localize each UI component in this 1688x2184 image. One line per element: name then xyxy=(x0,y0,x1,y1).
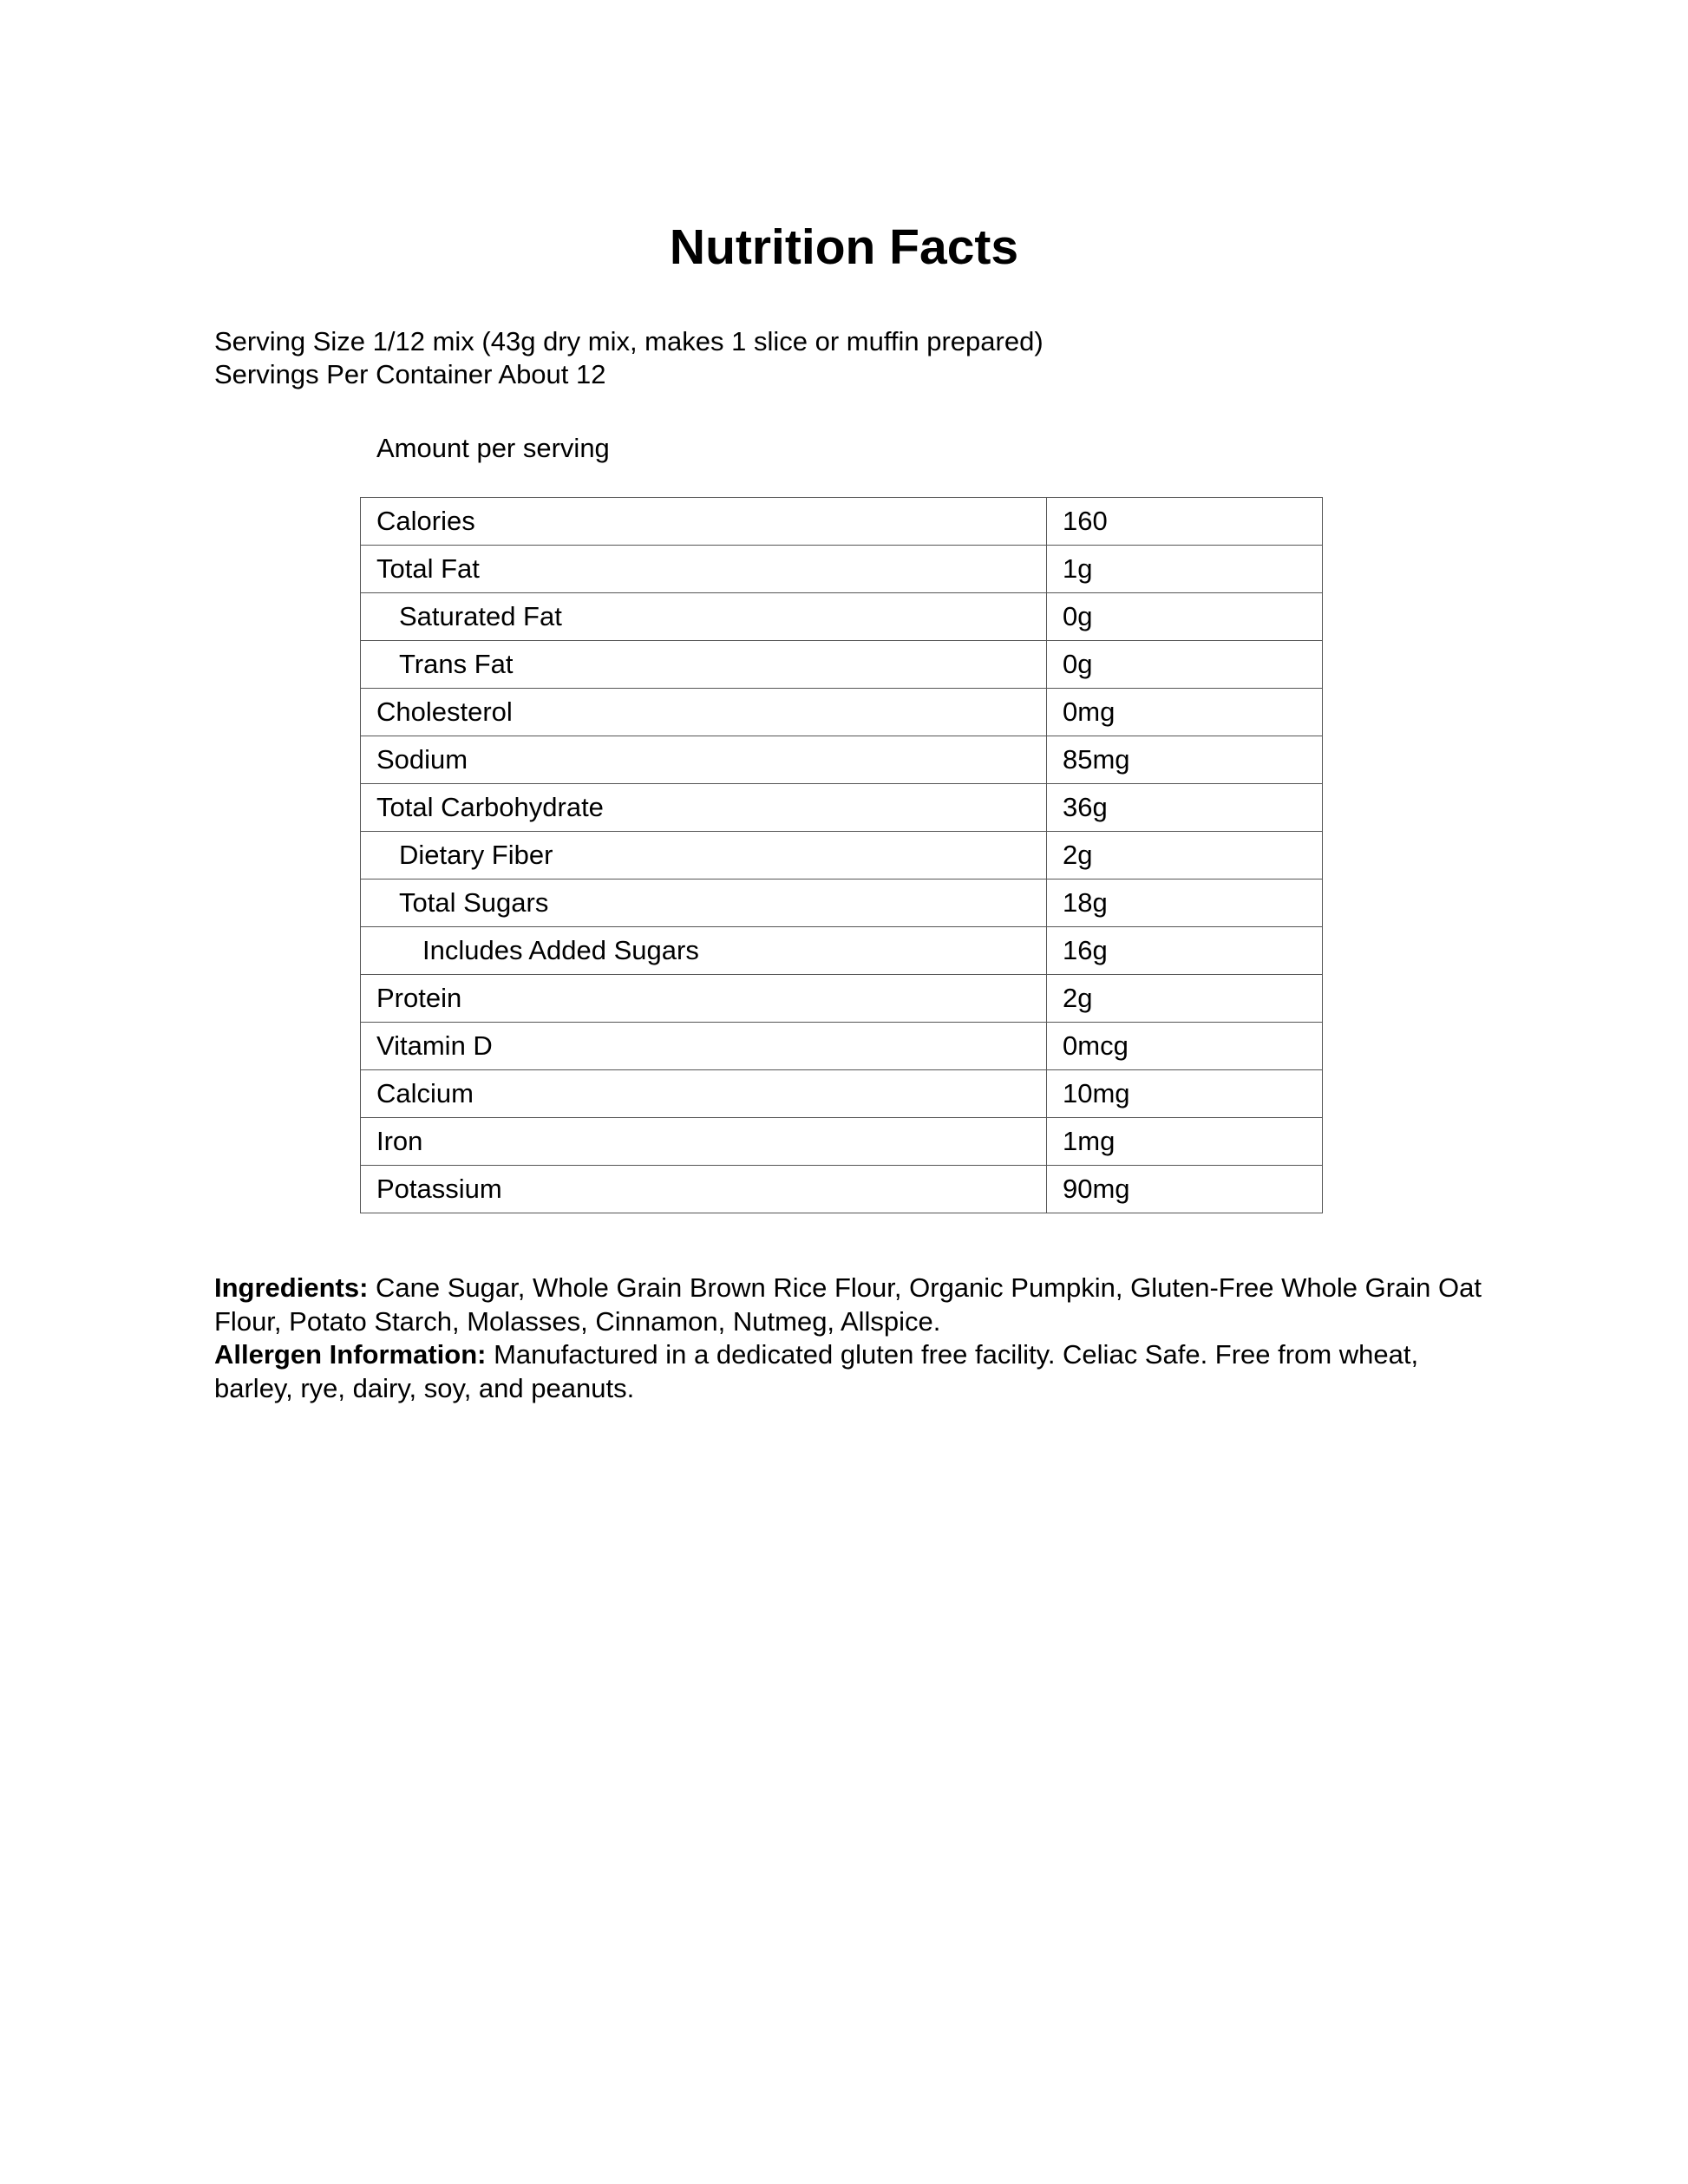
nutrient-value-cell xyxy=(1047,1023,1323,1070)
nutrient-name: Potassium xyxy=(376,1174,502,1204)
nutrient-name: Vitamin D xyxy=(376,1030,493,1061)
table-row xyxy=(361,498,1323,546)
nutrient-name: Includes Added Sugars xyxy=(422,935,699,965)
nutrient-name-cell xyxy=(361,546,1047,593)
table-row xyxy=(361,689,1323,736)
table-row xyxy=(361,879,1323,927)
table-row xyxy=(361,927,1323,975)
nutrient-value: 0mg xyxy=(1063,696,1116,727)
nutrient-name-cell xyxy=(361,1166,1047,1213)
nutrient-name: Sodium xyxy=(376,744,468,775)
nutrient-name: Dietary Fiber xyxy=(399,840,553,870)
table-row xyxy=(361,1023,1323,1070)
table-row xyxy=(361,593,1323,641)
nutrient-name-cell xyxy=(361,1070,1047,1118)
ingredients-text: Cane Sugar, Whole Grain Brown Rice Flour, Organic Pumpkin, Gluten-Free Whole Grain Oat Flour, Potato Starch, Molasses, Cinnamon, Nutmeg, Allspice. xyxy=(214,1272,1482,1337)
nutrient-value-cell xyxy=(1047,593,1323,641)
nutrient-value: 1g xyxy=(1063,553,1093,584)
nutrient-name: Protein xyxy=(376,983,462,1013)
nutrient-name-cell xyxy=(361,975,1047,1023)
nutrient-value-cell xyxy=(1047,1070,1323,1118)
nutrient-name-cell xyxy=(361,498,1047,546)
nutrient-value: 36g xyxy=(1063,792,1108,822)
nutrient-name: Cholesterol xyxy=(376,696,513,727)
nutrient-value: 1mg xyxy=(1063,1126,1116,1156)
nutrient-name-cell xyxy=(361,879,1047,927)
nutrient-value: 18g xyxy=(1063,887,1108,918)
nutrient-value-cell xyxy=(1047,498,1323,546)
serving-size: Serving Size 1/12 mix (43g dry mix, makes 1 slice or muffin prepared) xyxy=(214,326,1044,356)
allergen-label: Allergen Information: xyxy=(214,1339,487,1370)
table-row xyxy=(361,1118,1323,1166)
nutrient-value: 160 xyxy=(1063,506,1108,536)
nutrient-value-cell xyxy=(1047,927,1323,975)
nutrient-value: 85mg xyxy=(1063,744,1130,775)
nutrient-name: Saturated Fat xyxy=(399,601,562,631)
nutrient-value-cell xyxy=(1047,784,1323,832)
nutrient-value: 0g xyxy=(1063,601,1093,631)
ingredients-paragraph xyxy=(214,1272,1498,1338)
ingredients-section xyxy=(214,1272,1498,1405)
nutrient-name: Calories xyxy=(376,506,475,536)
nutrient-name: Iron xyxy=(376,1126,423,1156)
nutrient-value-cell xyxy=(1047,641,1323,689)
nutrient-name-cell xyxy=(361,1023,1047,1070)
nutrient-name: Total Sugars xyxy=(399,887,549,918)
nutrient-name-cell xyxy=(361,736,1047,784)
table-row xyxy=(361,641,1323,689)
nutrient-value-cell xyxy=(1047,546,1323,593)
nutrient-value: 2g xyxy=(1063,983,1093,1013)
nutrient-value: 0mcg xyxy=(1063,1030,1129,1061)
ingredients-label: Ingredients: xyxy=(214,1272,369,1303)
table-row xyxy=(361,1070,1323,1118)
nutrient-name-cell xyxy=(361,641,1047,689)
nutrient-value: 0g xyxy=(1063,649,1093,679)
nutrient-value-cell xyxy=(1047,736,1323,784)
nutrient-name-cell xyxy=(361,1118,1047,1166)
nutrient-name: Total Carbohydrate xyxy=(376,792,604,822)
table-row xyxy=(361,832,1323,879)
nutrient-name-cell xyxy=(361,689,1047,736)
serving-info xyxy=(214,325,1044,391)
amount-per-serving-label: Amount per serving xyxy=(376,433,610,463)
table-row xyxy=(361,736,1323,784)
nutrient-value-cell xyxy=(1047,975,1323,1023)
nutrient-value-cell xyxy=(1047,1166,1323,1213)
nutrition-table xyxy=(360,497,1323,1213)
servings-per-container: Servings Per Container About 12 xyxy=(214,359,606,389)
nutrient-name: Calcium xyxy=(376,1078,474,1108)
nutrient-value-cell xyxy=(1047,1118,1323,1166)
nutrient-value: 16g xyxy=(1063,935,1108,965)
nutrient-value: 10mg xyxy=(1063,1078,1130,1108)
allergen-paragraph xyxy=(214,1338,1498,1405)
nutrient-name-cell xyxy=(361,593,1047,641)
table-row xyxy=(361,975,1323,1023)
table-row xyxy=(361,1166,1323,1213)
nutrient-value: 90mg xyxy=(1063,1174,1130,1204)
nutrient-value-cell xyxy=(1047,832,1323,879)
nutrient-name: Total Fat xyxy=(376,553,480,584)
nutrient-name-cell xyxy=(361,927,1047,975)
nutrient-value-cell xyxy=(1047,879,1323,927)
page-title: Nutrition Facts xyxy=(669,219,1019,275)
table-row xyxy=(361,546,1323,593)
allergen-text: Manufactured in a dedicated gluten free facility. Celiac Safe. Free from wheat, barley, rye, dairy, soy, and peanuts. xyxy=(214,1339,1419,1403)
table-row xyxy=(361,784,1323,832)
nutrient-value: 2g xyxy=(1063,840,1093,870)
nutrient-value-cell xyxy=(1047,689,1323,736)
nutrient-name: Trans Fat xyxy=(399,649,514,679)
nutrient-name-cell xyxy=(361,832,1047,879)
nutrient-name-cell xyxy=(361,784,1047,832)
